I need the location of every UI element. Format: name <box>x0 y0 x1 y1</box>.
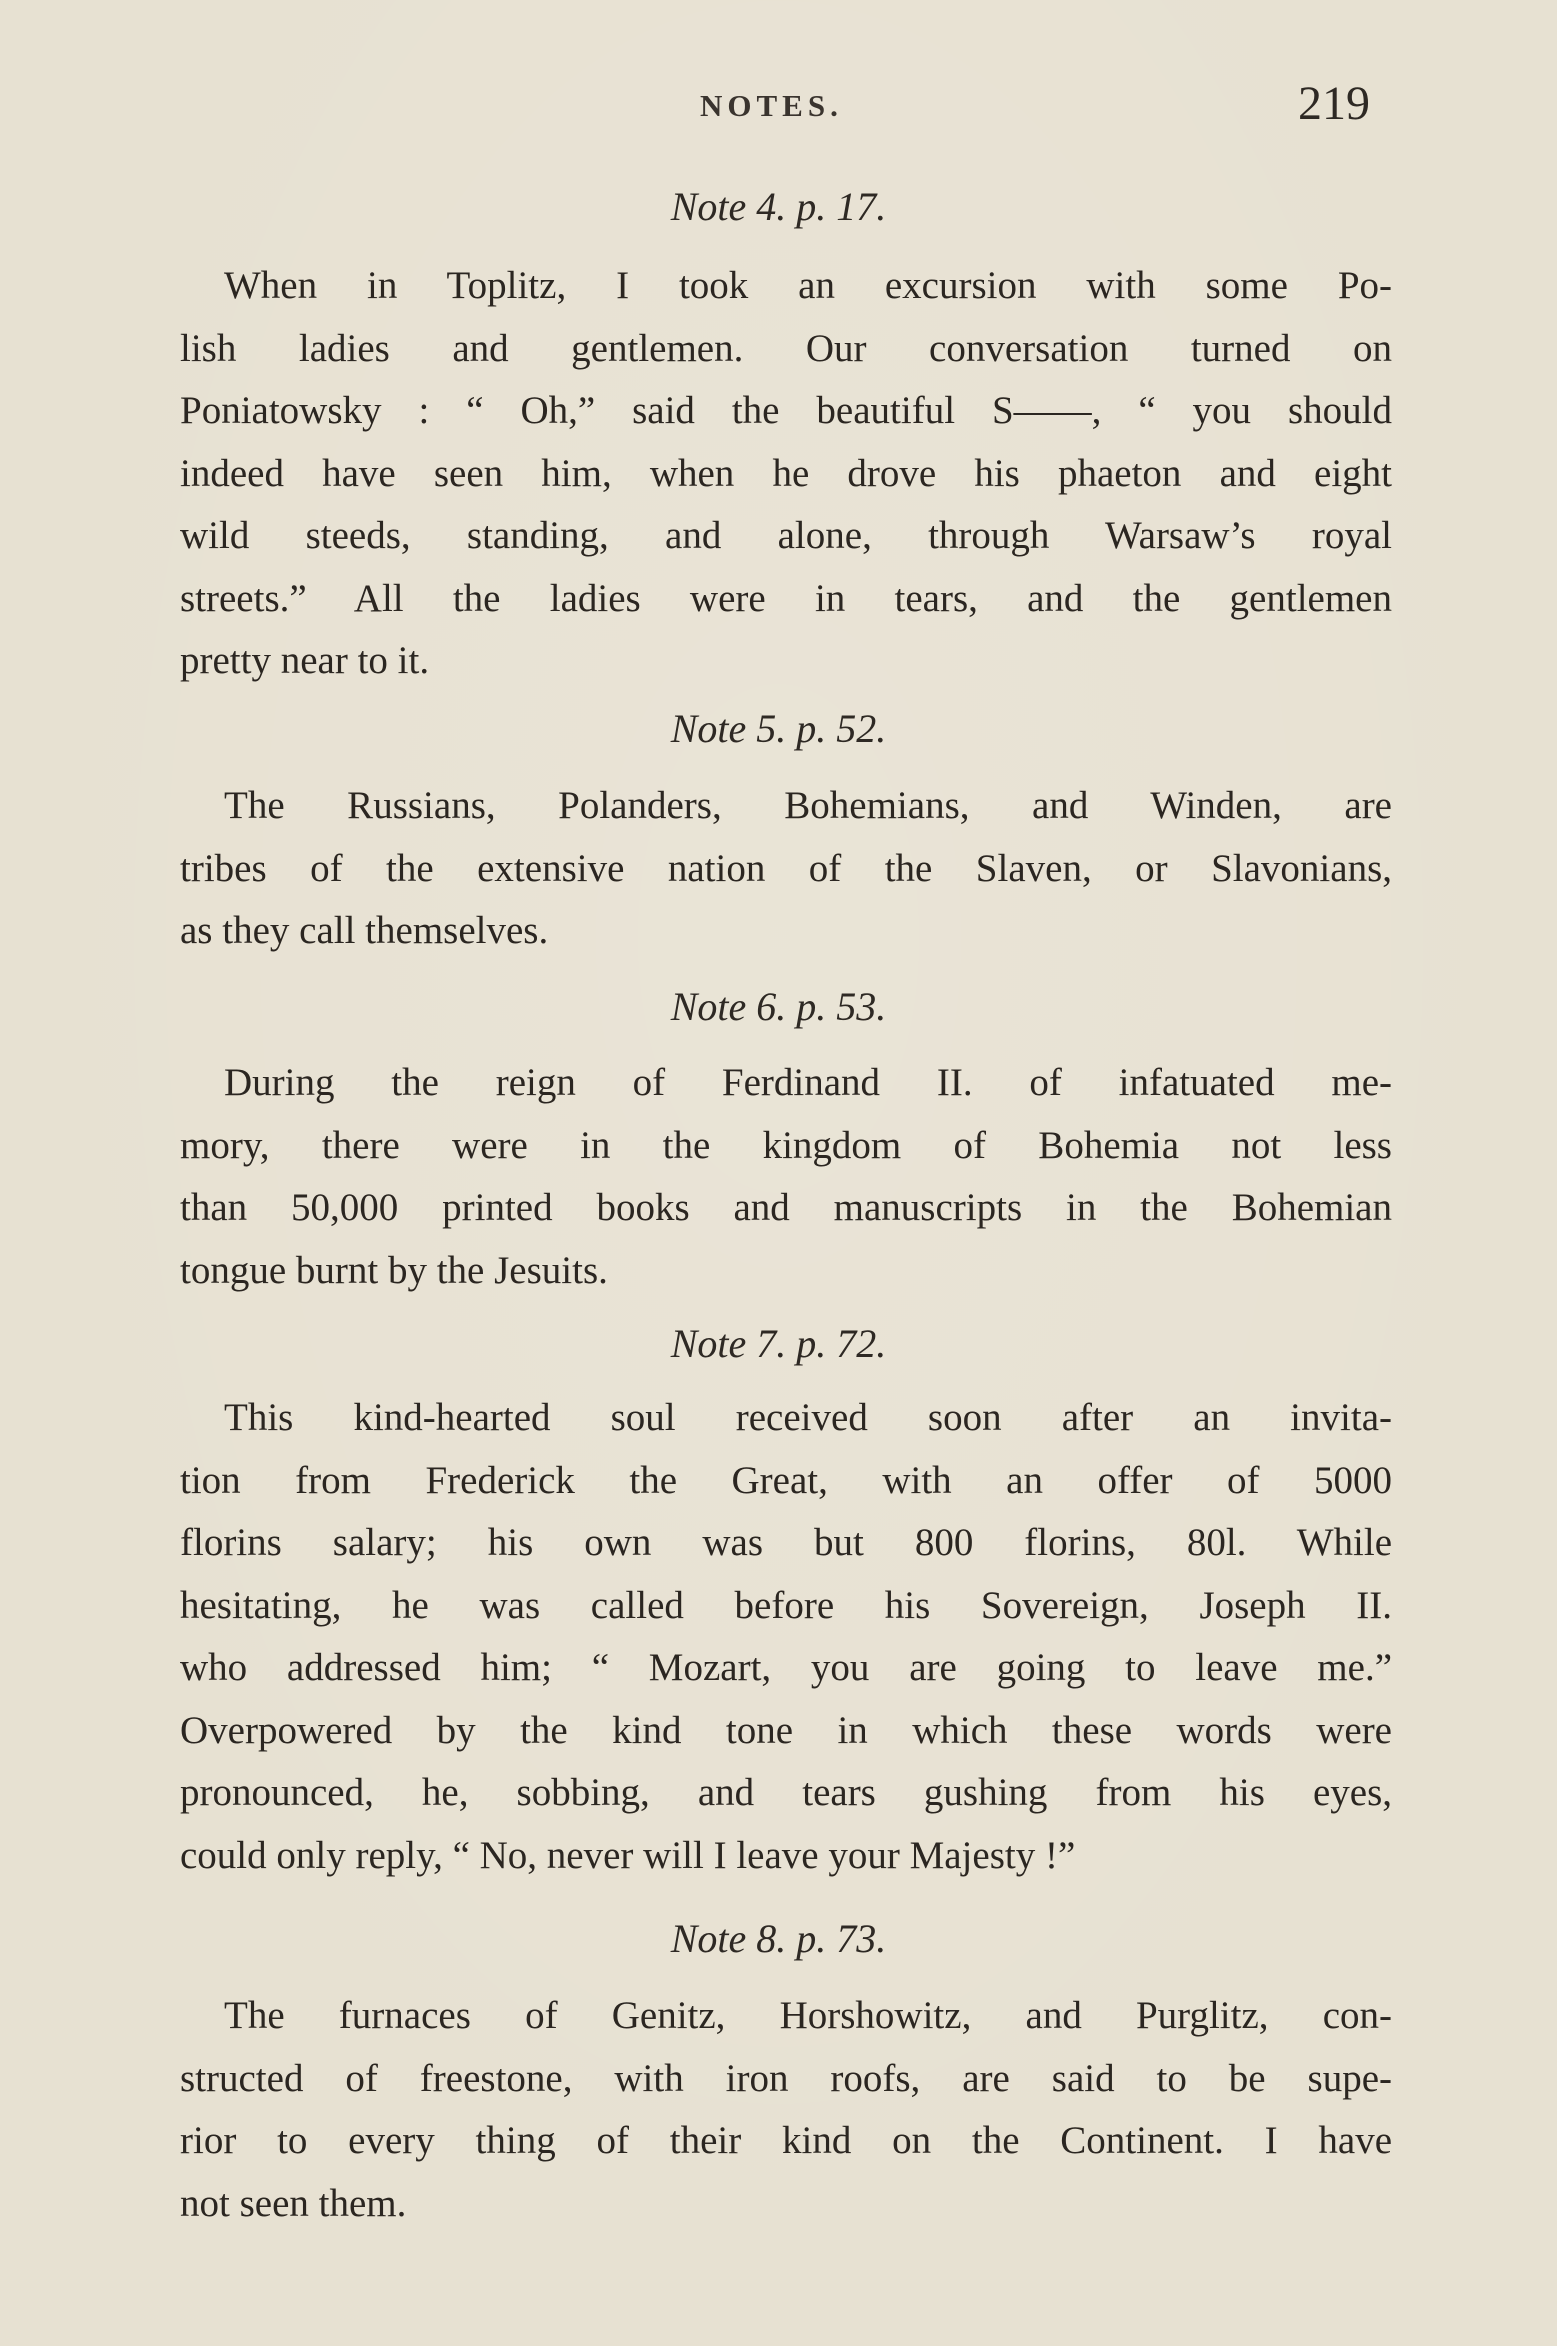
text-line: streets.” All the ladies were in tears, and the gentlemen <box>180 576 1392 620</box>
text-line: structed of freestone, with iron roofs, are said to be supe- <box>180 2056 1392 2100</box>
text-line: mory, there were in the kingdom of Bohemia not less <box>180 1123 1392 1167</box>
note-heading: Note 4. p. 17. <box>670 184 887 229</box>
text-line: Poniatowsky : “ Oh,” said the beautiful S——, “ you should <box>180 389 1392 432</box>
text-line: indeed have seen him, when he drove his phaeton and eight <box>180 451 1392 495</box>
text-line: tion from Frederick the Great, with an offer of 5000 <box>180 1458 1392 1502</box>
text-line: as they call themselves. <box>180 909 549 952</box>
text-line: who addressed him; “ Mozart, you are going to leave me.” <box>180 1646 1392 1689</box>
text-line: wild steeds, standing, and alone, through Warsaw’s royal <box>180 514 1392 557</box>
text-line: could only reply, “ No, never will I leave your Majesty !” <box>180 1833 1076 1877</box>
text-line: Overpowered by the kind tone in which these words were <box>180 1708 1392 1752</box>
text-line: The Russians, Polanders, Bohemians, and Winden, are <box>224 784 1392 827</box>
text-line: pretty near to it. <box>180 639 430 682</box>
text-line: When in Toplitz, I took an excursion with some Po- <box>224 264 1392 307</box>
text-line: lish ladies and gentlemen. Our conversation turned on <box>180 326 1392 370</box>
text-line: hesitating, he was called before his Sovereign, Joseph II. <box>180 1583 1392 1627</box>
text-line: not seen them. <box>180 2181 407 2225</box>
text-line: This kind-hearted soul received soon after an invita- <box>224 1396 1392 1439</box>
note-heading: Note 7. p. 72. <box>670 1321 887 1366</box>
note-paragraph <box>180 775 1392 963</box>
text-line: than 50,000 printed books and manuscripts in the Bohemian <box>180 1186 1392 1229</box>
note-paragraph <box>180 1052 1392 1302</box>
note-heading: Note 5. p. 52. <box>670 706 887 751</box>
page-number: 219 <box>1298 77 1370 130</box>
text-line: tribes of the extensive nation of the Slaven, or Slavonians, <box>180 846 1392 890</box>
note-paragraph <box>180 255 1392 693</box>
text-line: florins salary; his own was but 800 florins, 80l. While <box>180 1521 1392 1564</box>
text-line: pronounced, he, sobbing, and tears gushing from his eyes, <box>180 1771 1392 1814</box>
note-paragraph <box>180 1387 1392 1887</box>
text-line: rior to every thing of their kind on the Continent. I have <box>180 2119 1392 2162</box>
note-heading: Note 8. p. 73. <box>670 1916 887 1961</box>
running-head <box>0 78 1557 138</box>
text-line: During the reign of Ferdinand II. of infatuated me- <box>224 1061 1392 1104</box>
running-head-title: NOTES. <box>700 88 843 123</box>
note-heading: Note 6. p. 53. <box>670 984 887 1029</box>
text-line: The furnaces of Genitz, Horshowitz, and Purglitz, con- <box>224 1994 1392 2037</box>
note-paragraph <box>180 1985 1392 2235</box>
text-line: tongue burnt by the Jesuits. <box>180 1248 608 1292</box>
